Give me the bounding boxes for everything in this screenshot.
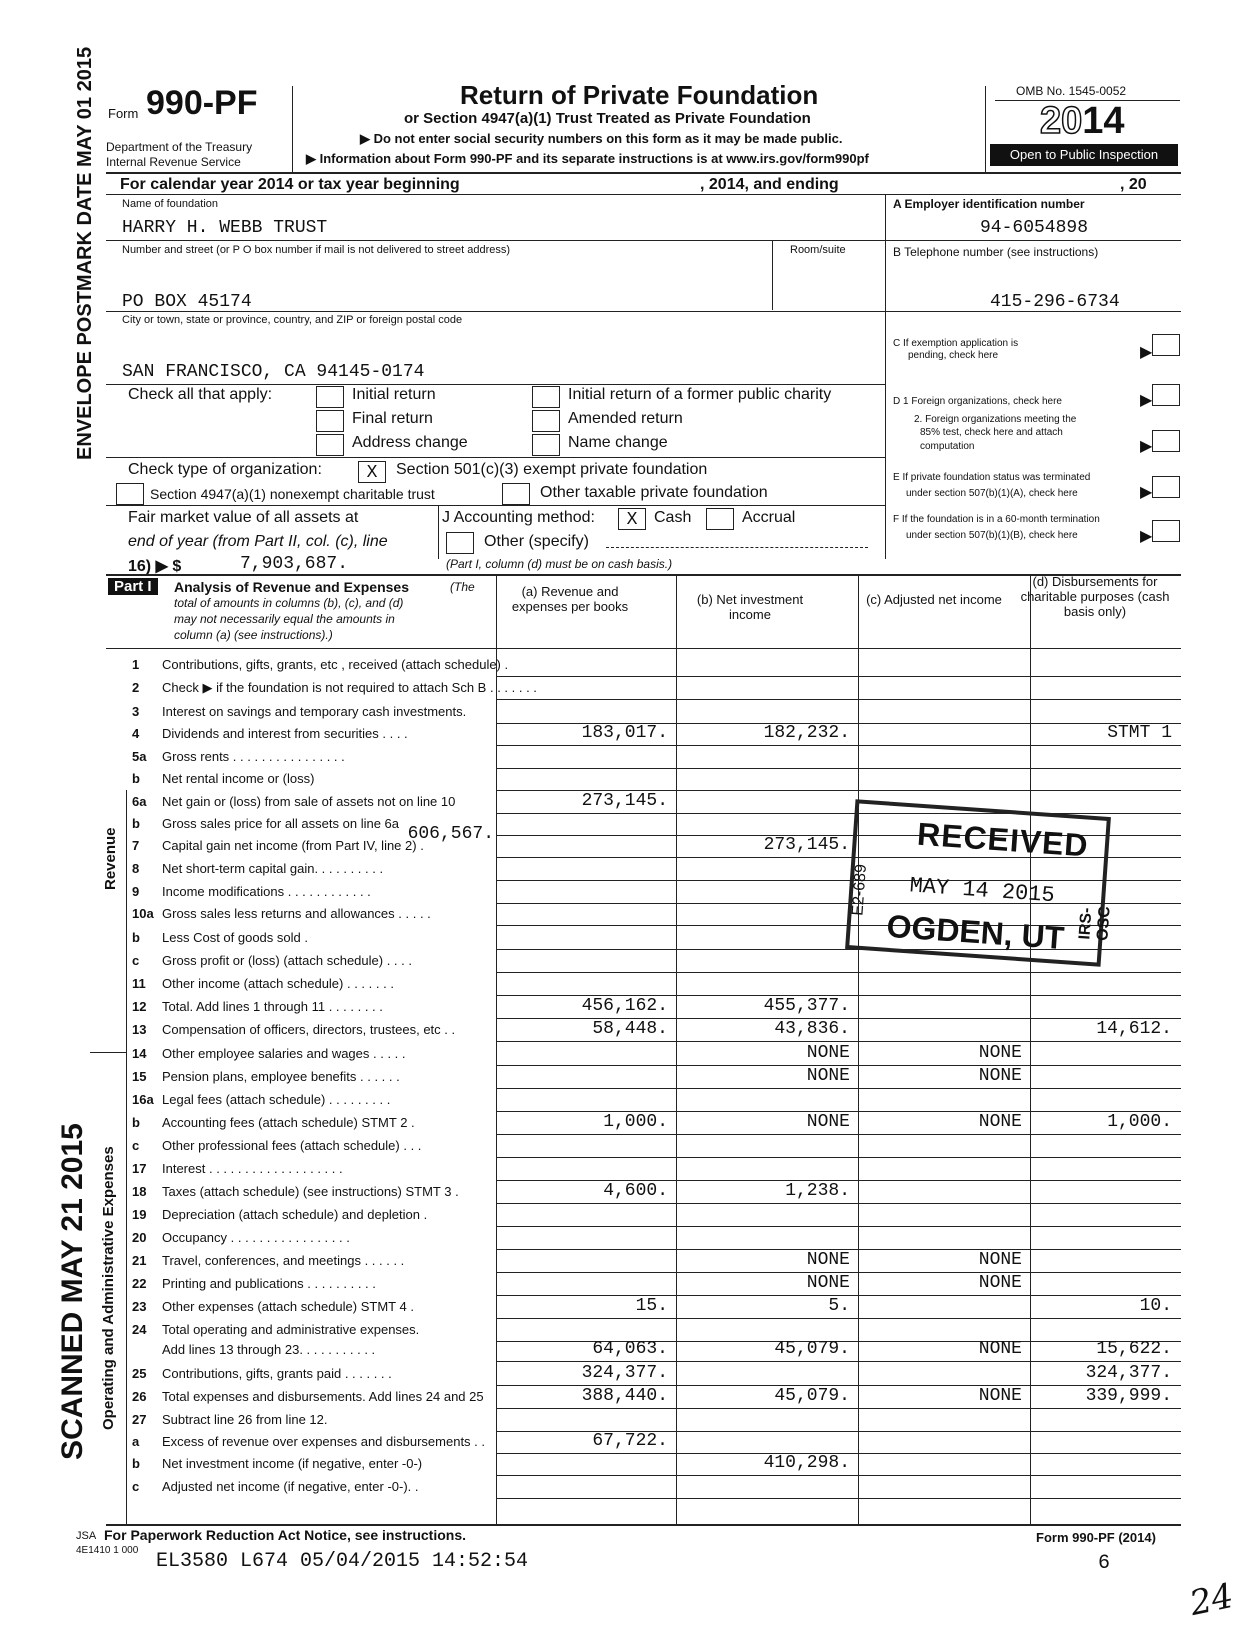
- header-note-info: ▶ Information about Form 990-PF and its separate instructions is at www.irs.gov/form990pf: [306, 151, 869, 166]
- row-value-col-d[interactable]: 10.: [1139, 1296, 1172, 1316]
- row-value-col-b[interactable]: 455,377.: [763, 996, 850, 1016]
- row-value-col-a[interactable]: 4,600.: [603, 1181, 668, 1201]
- foundation-name: HARRY H. WEBB TRUST: [122, 218, 328, 238]
- row-label: Other income (attach schedule) . . . . . . .: [162, 976, 394, 991]
- item-d2a: 2. Foreign organizations meeting the: [914, 414, 1077, 425]
- checkbox-exemption-pending[interactable]: [1152, 334, 1180, 356]
- part1-desc1: (The: [450, 580, 475, 594]
- row-value-col-b[interactable]: 45,079.: [774, 1339, 850, 1359]
- row-rule: [496, 768, 1181, 769]
- row-number: b: [132, 816, 140, 831]
- g-opt-amended: Amended return: [568, 410, 683, 427]
- row-number: 18: [132, 1184, 147, 1199]
- header-divider-left: [292, 86, 293, 172]
- row-value-col-a[interactable]: 58,448.: [592, 1019, 668, 1039]
- inspection-banner: Open to Public Inspection: [990, 144, 1178, 166]
- row-number: b: [132, 1115, 140, 1130]
- row-number: 15: [132, 1069, 147, 1084]
- j-label: J Accounting method:: [442, 509, 595, 526]
- g-opt-initial: Initial return: [352, 386, 436, 403]
- row-number: 24: [132, 1322, 147, 1337]
- row-number: 5a: [132, 749, 147, 764]
- form-word: Form: [108, 106, 139, 121]
- row-value-col-a[interactable]: 183,017.: [581, 723, 668, 743]
- row-label: Interest on savings and temporary cash investments.: [162, 704, 467, 719]
- dept-line2: Internal Revenue Service: [106, 155, 241, 169]
- city-label: City or town, state or province, country, and ZIP or foreign postal code: [122, 314, 463, 326]
- checkbox-final-return[interactable]: [316, 410, 344, 432]
- item-f2: under section 507(b)(1)(B), check here: [906, 530, 1078, 541]
- footer-form-ref: Form 990-PF (2014): [1036, 1530, 1156, 1545]
- fair-market-value: 7,903,687.: [240, 554, 349, 574]
- col-a-header: (a) Revenue and expenses per books: [511, 584, 629, 614]
- row-value-col-b[interactable]: 273,145.: [763, 835, 850, 855]
- received-stamp-side: IRS-OSC: [1076, 905, 1114, 942]
- row-label: Printing and publications . . . . . . . . . .: [162, 1276, 376, 1291]
- row-rule: [496, 1498, 1181, 1499]
- street-label: Number and street (or P O box number if mail is not delivered to street address): [122, 244, 511, 256]
- part1-desc4: column (a) (see instructions).): [174, 628, 333, 642]
- dept-line1: Department of the Treasury: [106, 140, 253, 154]
- row-value-col-c[interactable]: NONE: [978, 1043, 1022, 1063]
- row-label: Accounting fees (attach schedule) STMT 2 .: [162, 1115, 415, 1130]
- row-value-col-b[interactable]: NONE: [806, 1043, 850, 1063]
- arrow-d1: ▶: [1140, 392, 1153, 409]
- j-cash: Cash: [654, 509, 692, 526]
- row-label: Less Cost of goods sold .: [162, 930, 308, 945]
- arrow-e: ▶: [1140, 484, 1153, 501]
- row-label: Total. Add lines 1 through 11 . . . . . . . .: [162, 999, 383, 1014]
- footer-rule: [106, 1524, 1181, 1526]
- row-label: Interest . . . . . . . . . . . . . . . . . . .: [162, 1161, 343, 1176]
- row-number: 2: [132, 680, 140, 695]
- col-c-header: (c) Adjusted net income: [866, 592, 1002, 607]
- col-d-left-line: [1030, 576, 1031, 1524]
- checkbox-other-taxable[interactable]: [502, 483, 530, 505]
- row-rule: [496, 1408, 1181, 1409]
- section-side-divider: [126, 790, 127, 1524]
- row-rule: [496, 1088, 1181, 1089]
- row-label: Contributions, gifts, grants paid . . . . . . .: [162, 1366, 392, 1381]
- row-value-col-b[interactable]: 182,232.: [763, 723, 850, 743]
- checkbox-cash[interactable]: X: [618, 508, 646, 530]
- calendar-end-text: , 20: [1120, 176, 1147, 193]
- calendar-mid-text: , 2014, and ending: [700, 176, 839, 193]
- header-note-ssn: ▶ Do not enter social security numbers on this form as it may be made public.: [360, 131, 843, 146]
- row-number: 16a: [132, 1092, 154, 1107]
- row-rule: [496, 1157, 1181, 1158]
- arrow-f: ▶: [1140, 528, 1153, 545]
- row-number: 20: [132, 1230, 147, 1245]
- row-value-col-c[interactable]: NONE: [978, 1112, 1022, 1132]
- row-label: Pension plans, employee benefits . . . . . .: [162, 1069, 400, 1084]
- col-d-header: (d) Disbursements for charitable purposes (cash basis only): [1020, 574, 1170, 619]
- row-rule: [496, 1041, 1181, 1042]
- row-label: Dividends and interest from securities . . . .: [162, 726, 408, 741]
- row-value-col-b[interactable]: 43,836.: [774, 1019, 850, 1039]
- row-label: Taxes (attach schedule) (see instructions) STMT 3 .: [162, 1184, 459, 1199]
- name-rule: [106, 240, 1181, 241]
- row-number: 14: [132, 1046, 147, 1061]
- side-label-revenue: Revenue: [102, 827, 119, 890]
- arrow-c: ▶: [1140, 344, 1153, 361]
- row-value-col-c[interactable]: NONE: [978, 1066, 1022, 1086]
- row-value-col-b[interactable]: 1,238.: [785, 1181, 850, 1201]
- footer-dln: EL3580 L674 05/04/2015 14:52:54: [156, 1550, 529, 1573]
- col-c-left-line: [858, 576, 859, 1524]
- city-rule: [106, 384, 886, 385]
- i-line1: Fair market value of all assets at: [128, 509, 359, 526]
- received-stamp-date: MAY 14 2015: [908, 873, 1056, 909]
- gross-sales-6b-value: 606,567.: [407, 824, 494, 844]
- handwritten-page-count: 24: [1186, 1575, 1237, 1625]
- side-label-expenses: Operating and Administrative Expenses: [100, 1146, 117, 1430]
- received-stamp-city: OGDEN, UT: [885, 907, 1066, 957]
- checkbox-4947[interactable]: [116, 483, 144, 505]
- row-label: Add lines 13 through 23. . . . . . . . . . .: [162, 1342, 376, 1357]
- checkbox-address-change[interactable]: [316, 434, 344, 456]
- checkbox-foreign-85[interactable]: [1152, 430, 1180, 452]
- row-number: a: [132, 1434, 140, 1449]
- row-rule: [496, 1226, 1181, 1227]
- row-label: Legal fees (attach schedule) . . . . . . . . .: [162, 1092, 391, 1107]
- g-label: Check all that apply:: [128, 386, 273, 403]
- h-opt-501c3: Section 501(c)(3) exempt private foundation: [396, 461, 708, 478]
- row-label: Other employee salaries and wages . . . . .: [162, 1046, 406, 1061]
- part1-header-bottom-rule: [106, 648, 1181, 649]
- row-number: 23: [132, 1299, 147, 1314]
- row-value-col-b[interactable]: NONE: [806, 1066, 850, 1086]
- row-number: 13: [132, 1022, 147, 1037]
- ein-value: 94-6054898: [980, 218, 1089, 238]
- row-label: Other professional fees (attach schedule) . . .: [162, 1138, 422, 1153]
- row-value-col-d[interactable]: 1,000.: [1107, 1112, 1172, 1132]
- row-rule: [496, 745, 1181, 746]
- row-number: 12: [132, 999, 147, 1014]
- row-value-col-a[interactable]: 15.: [635, 1296, 668, 1316]
- part1-desc2: total of amounts in columns (b), (c), and (d): [174, 596, 404, 610]
- tax-year-outline: 20: [1040, 100, 1083, 142]
- form-number: 990-PF: [146, 84, 258, 122]
- tax-year: [1040, 100, 1125, 142]
- row-value-col-a[interactable]: 1,000.: [603, 1112, 668, 1132]
- j-other-specify-field[interactable]: [606, 546, 868, 548]
- row-value-col-a[interactable]: 67,722.: [592, 1431, 668, 1451]
- row-rule: [496, 972, 1181, 973]
- row-rule: [496, 676, 1181, 677]
- row-value-col-a[interactable]: 324,377.: [581, 1363, 668, 1383]
- row-number: c: [132, 1479, 140, 1494]
- row-label: Gross sales less returns and allowances . . . . .: [162, 906, 431, 921]
- street-address: PO BOX 45174: [122, 292, 252, 312]
- row-label: Contributions, gifts, grants, etc , received (attach schedule) .: [162, 657, 509, 672]
- row-label: Check ▶ if the foundation is not required to attach Sch B . . . . . . .: [162, 680, 537, 695]
- row-number: 4: [132, 726, 140, 741]
- item-e1: E If private foundation status was terminated: [893, 472, 1091, 483]
- city-address: SAN FRANCISCO, CA 94145-0174: [122, 362, 425, 382]
- ein-label: A Employer identification number: [893, 197, 1085, 211]
- received-stamp-title: RECEIVED: [916, 815, 1090, 864]
- row-number: 9: [132, 884, 140, 899]
- row-rule: [496, 1203, 1181, 1204]
- row-number: c: [132, 953, 140, 968]
- row-number: 26: [132, 1389, 147, 1404]
- item-d2b: 85% test, check here and attach: [920, 427, 1063, 438]
- revenue-expenses-divider: [90, 1052, 126, 1053]
- row-value-col-b[interactable]: 5.: [828, 1296, 850, 1316]
- g-rule: [106, 457, 886, 458]
- row-value-col-d[interactable]: 14,612.: [1096, 1019, 1172, 1039]
- j-accrual: Accrual: [742, 509, 796, 526]
- row-label: Net gain or (loss) from sale of assets not on line 10: [162, 794, 456, 809]
- row-number: b: [132, 1456, 140, 1471]
- row-number: 27: [132, 1412, 147, 1427]
- row-number: 22: [132, 1276, 147, 1291]
- row-label: Gross profit or (loss) (attach schedule) . . . .: [162, 953, 412, 968]
- row-value-col-d[interactable]: 324,377.: [1085, 1363, 1172, 1383]
- ij-divider: [438, 505, 439, 559]
- form-subtitle: or Section 4947(a)(1) Trust Treated as Private Foundation: [404, 110, 811, 127]
- part1-desc3: may not necessarily equal the amounts in: [174, 612, 395, 626]
- row-label: Capital gain net income (from Part IV, line 2) .: [162, 838, 424, 853]
- row-label: Total expenses and disbursements. Add lines 24 and 25: [162, 1389, 484, 1404]
- g-opt-address: Address change: [352, 434, 468, 451]
- row-value-col-b[interactable]: 410,298.: [763, 1453, 850, 1473]
- row-label: Travel, conferences, and meetings . . . . . .: [162, 1253, 405, 1268]
- row-number: 21: [132, 1253, 147, 1268]
- row-value-col-c[interactable]: NONE: [978, 1250, 1022, 1270]
- room-label: Room/suite: [790, 244, 846, 256]
- checkbox-501c3[interactable]: X: [358, 461, 386, 483]
- footer-paperwork: For Paperwork Reduction Act Notice, see instructions.: [104, 1527, 466, 1543]
- row-value-col-d[interactable]: 339,999.: [1085, 1386, 1172, 1406]
- footer-page-number: 6: [1098, 1552, 1111, 1575]
- checkbox-accrual[interactable]: [706, 508, 734, 530]
- row-value-col-a[interactable]: 456,162.: [581, 996, 668, 1016]
- tax-year-bold: 14: [1082, 100, 1125, 142]
- item-d2c: computation: [920, 441, 975, 452]
- scanned-stamp: SCANNED MAY 21 2015: [56, 1123, 89, 1460]
- col-b-left-line: [676, 576, 677, 1524]
- row-value-col-b[interactable]: NONE: [806, 1273, 850, 1293]
- part1-tag: Part I: [108, 578, 158, 595]
- row-label: Net investment income (if negative, enter -0-): [162, 1456, 423, 1471]
- h-opt-4947: Section 4947(a)(1) nonexempt charitable trust: [150, 486, 435, 502]
- row-label: Net short-term capital gain. . . . . . . . . .: [162, 861, 384, 876]
- checkbox-foreign-org[interactable]: [1152, 384, 1180, 406]
- row-number: 25: [132, 1366, 147, 1381]
- row-label: Adjusted net income (if negative, enter -0-). .: [162, 1479, 419, 1494]
- received-stamp-code: E2-689: [849, 863, 871, 917]
- row-number: 6a: [132, 794, 147, 809]
- row-rule: [496, 1475, 1181, 1476]
- phone-label: B Telephone number (see instructions): [893, 245, 1099, 259]
- phone-value: 415-296-6734: [990, 292, 1120, 312]
- h-rule: [106, 505, 886, 506]
- row-number: 17: [132, 1161, 147, 1176]
- i-line3: 16) ▶ $: [128, 558, 182, 575]
- row-number: 19: [132, 1207, 147, 1222]
- omb-number: OMB No. 1545-0052: [1016, 84, 1127, 98]
- checkbox-initial-return[interactable]: [316, 386, 344, 408]
- row-number: 11: [132, 976, 146, 991]
- row-rule: [496, 699, 1181, 700]
- row-label: Gross rents . . . . . . . . . . . . . . . .: [162, 749, 345, 764]
- row-value-col-a[interactable]: 273,145.: [581, 791, 668, 811]
- row-label: Net rental income or (loss): [162, 771, 315, 786]
- row-number: 1: [132, 657, 140, 672]
- form-title: Return of Private Foundation: [460, 80, 819, 110]
- item-c-line1: C If exemption application is: [893, 338, 1019, 349]
- envelope-postmark-stamp: ENVELOPE POSTMARK DATE MAY 01 2015: [74, 46, 96, 460]
- row-number: b: [132, 930, 140, 945]
- checkbox-amended-return[interactable]: [532, 410, 560, 432]
- row-label: Total operating and administrative expenses.: [162, 1322, 420, 1337]
- row-label: Depreciation (attach schedule) and depletion .: [162, 1207, 428, 1222]
- row-label: Other expenses (attach schedule) STMT 4 .: [162, 1299, 414, 1314]
- name-label: Name of foundation: [122, 198, 219, 210]
- row-label: Income modifications . . . . . . . . . . . .: [162, 884, 371, 899]
- footer-code: 4E1410 1 000: [76, 1545, 139, 1556]
- row-rule: [496, 1134, 1181, 1135]
- row-value-col-a[interactable]: 64,063.: [592, 1339, 668, 1359]
- row-number: 3: [132, 704, 140, 719]
- item-c-line2: pending, check here: [908, 350, 999, 361]
- row-value-col-b[interactable]: NONE: [806, 1250, 850, 1270]
- i-line2: end of year (from Part II, col. (c), line: [128, 533, 388, 550]
- row-value-col-d[interactable]: 15,622.: [1096, 1339, 1172, 1359]
- row-rule: [496, 1318, 1181, 1319]
- item-e2: under section 507(b)(1)(A), check here: [906, 488, 1078, 499]
- g-opt-name: Name change: [568, 434, 668, 451]
- room-divider: [772, 240, 773, 310]
- row-number: 10a: [132, 906, 154, 921]
- item-f1: F If the foundation is in a 60-month termination: [893, 514, 1100, 525]
- checkbox-other-method[interactable]: [446, 532, 474, 554]
- col-b-header: (b) Net investment income: [696, 592, 804, 622]
- j-other: Other (specify): [484, 533, 589, 550]
- calendar-year-text: For calendar year 2014 or tax year beginning: [120, 176, 460, 193]
- checkbox-terminated-a[interactable]: [1152, 476, 1180, 498]
- h-opt-other: Other taxable private foundation: [540, 484, 768, 501]
- j-note: (Part I, column (d) must be on cash basis.): [446, 557, 673, 571]
- row-number: b: [132, 771, 140, 786]
- checkbox-name-change[interactable]: [532, 434, 560, 456]
- row-value-col-d[interactable]: STMT 1: [1107, 723, 1172, 743]
- row-number: c: [132, 1138, 140, 1153]
- part1-title: Analysis of Revenue and Expenses: [174, 579, 409, 595]
- row-number: 8: [132, 861, 140, 876]
- row-label: Subtract line 26 from line 12.: [162, 1412, 328, 1427]
- g-opt-former: Initial return of a former public charity: [568, 386, 832, 403]
- checkbox-former-public-charity[interactable]: [532, 386, 560, 408]
- row-value-col-c[interactable]: NONE: [978, 1386, 1022, 1406]
- calendar-bottom-rule: [106, 194, 1181, 195]
- col-a-left-line: [496, 576, 497, 1524]
- g-opt-final: Final return: [352, 410, 433, 427]
- row-value-col-c[interactable]: NONE: [978, 1339, 1022, 1359]
- header-divider-right: [985, 86, 986, 172]
- header-bottom-rule: [106, 172, 1181, 174]
- row-rule: [496, 1361, 1181, 1362]
- row-value-col-b[interactable]: 45,079.: [774, 1386, 850, 1406]
- received-stamp: [845, 799, 1114, 966]
- checkbox-terminated-b[interactable]: [1152, 520, 1180, 542]
- row-value-col-b[interactable]: NONE: [806, 1112, 850, 1132]
- row-value-col-a[interactable]: 388,440.: [581, 1386, 668, 1406]
- row-label: Excess of revenue over expenses and disbursements . .: [162, 1434, 486, 1449]
- row-number: 7: [132, 838, 140, 853]
- h-label: Check type of organization:: [128, 461, 322, 478]
- row-label: Compensation of officers, directors, trustees, etc . .: [162, 1022, 456, 1037]
- row-label: Gross sales price for all assets on line 6a: [162, 816, 399, 831]
- row-value-col-c[interactable]: NONE: [978, 1273, 1022, 1293]
- arrow-d2: ▶: [1140, 438, 1153, 455]
- footer-jsa: JSA: [76, 1530, 97, 1542]
- row-label: Occupancy . . . . . . . . . . . . . . . . .: [162, 1230, 350, 1245]
- item-d1: D 1 Foreign organizations, check here: [893, 396, 1062, 407]
